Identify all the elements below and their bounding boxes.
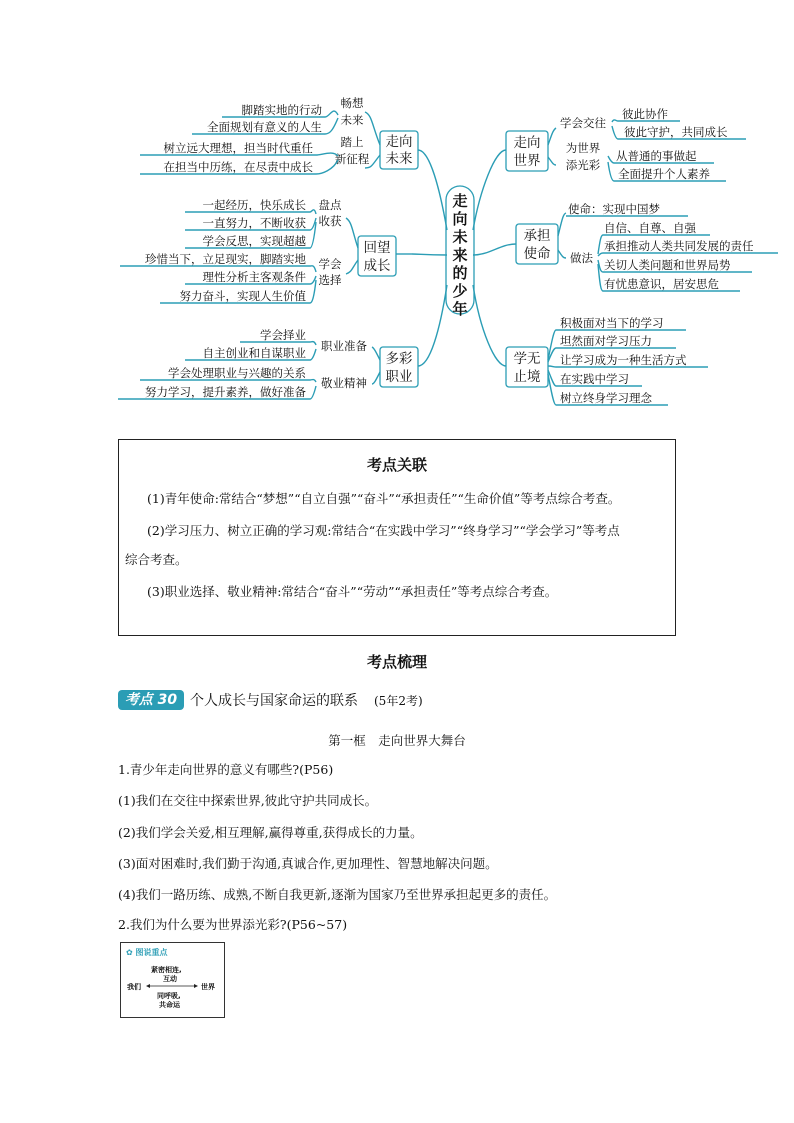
connector — [473, 285, 506, 366]
svg-text:有忧患意识，居安思危: 有忧患意识，居安思危 — [604, 277, 719, 291]
svg-text:未来: 未来 — [385, 151, 413, 167]
connector — [473, 244, 516, 255]
label-jingye: 敬业精神 — [321, 376, 367, 390]
answer-1: (1)我们在交往中探索世界,彼此守护共同成长。 — [118, 793, 378, 808]
svg-text:未来: 未来 — [340, 113, 364, 127]
label-tashang: 踏上 — [340, 135, 364, 149]
question-2: 2.我们为什么要为世界添光彩?(P56~57) — [118, 917, 348, 932]
svg-text:走向: 走向 — [385, 134, 413, 150]
double-arrow-icon — [145, 981, 199, 991]
figure-top: 紧密相连, — [151, 966, 182, 974]
svg-text:彼此守护，共同成长: 彼此守护，共同成长 — [624, 125, 728, 139]
box-title: 考点关联 — [366, 456, 427, 474]
svg-text:年: 年 — [452, 300, 468, 318]
svg-text:向: 向 — [452, 210, 468, 228]
figure-bottom-2: 共命运 — [159, 1001, 180, 1009]
svg-text:走: 走 — [452, 192, 468, 210]
svg-text:关切人类问题和世界局势: 关切人类问题和世界局势 — [604, 258, 731, 272]
mission-top: 使命：实现中国梦 — [568, 202, 660, 216]
kaodian-heading — [118, 689, 423, 711]
svg-text:坦然面对学习压力: 坦然面对学习压力 — [560, 334, 652, 348]
svg-text:积极面对当下的学习: 积极面对当下的学习 — [560, 316, 664, 330]
box-paragraph-1: (1)青年使命:常结合“梦想”“自立自强”“奋斗”“承担责任”“生命价值”等考点综合考查。 — [147, 491, 621, 506]
connector — [473, 150, 506, 230]
svg-text:职业: 职业 — [385, 369, 413, 385]
svg-text:回望: 回望 — [363, 240, 391, 256]
svg-text:从普通的事做起: 从普通的事做起 — [616, 149, 697, 163]
figure-bottom-1: 同呼吸, — [157, 992, 181, 1000]
figure-tushuo — [120, 942, 225, 1018]
svg-text:收获: 收获 — [318, 214, 342, 228]
label-zuofa: 做法 — [570, 251, 593, 265]
center-title — [452, 192, 467, 318]
mind-map — [0, 0, 794, 430]
svg-text:学会择业: 学会择业 — [260, 328, 306, 342]
svg-text:新征程: 新征程 — [334, 152, 370, 166]
svg-text:承担: 承担 — [523, 228, 551, 244]
svg-text:自主创业和自谋职业: 自主创业和自谋职业 — [202, 346, 306, 360]
svg-text:的: 的 — [452, 264, 468, 282]
svg-text:让学习成为一种生活方式: 让学习成为一种生活方式 — [560, 353, 687, 367]
box-paragraph-2: (2)学习压力、树立正确的学习观:常结合“在实践中学习”“终身学习”“学会学习”等考点 — [147, 523, 620, 538]
kaodian-badge: 考点 30 — [118, 690, 184, 710]
svg-text:一起经历，快乐成长: 一起经历，快乐成长 — [202, 198, 306, 212]
svg-text:彼此协作: 彼此协作 — [622, 107, 668, 121]
svg-text:走向: 走向 — [513, 135, 541, 151]
svg-text:树立终身学习理念: 树立终身学习理念 — [560, 391, 652, 405]
svg-text:努力奋斗，实现人生价值: 努力奋斗，实现人生价值 — [179, 289, 306, 303]
label-zhiye-zhunbei: 职业准备 — [321, 339, 367, 353]
svg-text:学会处理职业与兴趣的关系: 学会处理职业与兴趣的关系 — [168, 366, 306, 380]
connector — [418, 285, 447, 366]
answer-4: (4)我们一路历练、成熟,不断自我更新,逐渐为国家乃至世界承担起更多的责任。 — [118, 887, 557, 902]
figure-left: 我们 — [127, 983, 141, 991]
connector — [412, 254, 447, 255]
figure-mid: 互动 — [163, 975, 177, 983]
svg-text:使命: 使命 — [523, 246, 551, 262]
svg-text:未: 未 — [452, 228, 468, 246]
svg-text:在担当中历练，在尽责中成长: 在担当中历练，在尽责中成长 — [163, 160, 313, 174]
svg-text:添光彩: 添光彩 — [565, 158, 601, 172]
svg-text:来: 来 — [452, 246, 468, 264]
svg-text:全面提升个人素养: 全面提升个人素养 — [618, 167, 710, 181]
svg-text:选择: 选择 — [318, 273, 342, 287]
svg-text:自信、自尊、自强: 自信、自尊、自强 — [604, 221, 696, 235]
svg-text:在实践中学习: 在实践中学习 — [560, 372, 629, 386]
svg-text:学会反思，实现超越: 学会反思，实现超越 — [202, 234, 306, 248]
svg-text:成长: 成长 — [363, 258, 391, 274]
svg-text:多彩: 多彩 — [385, 351, 413, 367]
svg-text:学无: 学无 — [513, 351, 541, 367]
answer-3: (3)面对困难时,我们勤于沟通,真诚合作,更加理性、智慧地解决问题。 — [118, 856, 498, 871]
kaodian-frequency: (5年2考) — [374, 693, 423, 708]
label-tianguangcai: 为世界 — [565, 141, 601, 155]
label-xuanze: 学会 — [318, 257, 342, 271]
frame-title: 第一框 走向世界大舞台 — [328, 733, 466, 748]
figure-right: 世界 — [201, 983, 215, 991]
svg-text:止境: 止境 — [513, 369, 541, 385]
section-title: 考点梳理 — [366, 653, 427, 671]
svg-text:树立远大理想，担当时代重任: 树立远大理想，担当时代重任 — [163, 141, 313, 155]
connector — [418, 150, 447, 230]
svg-text:一直努力，不断收获: 一直努力，不断收获 — [202, 216, 306, 230]
svg-text:少: 少 — [452, 282, 468, 300]
box-paragraph-2-cont: 综合考查。 — [125, 552, 188, 567]
svg-text:承担推动人类共同发展的责任: 承担推动人类共同发展的责任 — [604, 239, 754, 253]
svg-text:世界: 世界 — [513, 153, 541, 169]
svg-text:理性分析主客观条件: 理性分析主客观条件 — [202, 270, 306, 284]
svg-text:全面规划有意义的人生: 全面规划有意义的人生 — [207, 120, 322, 134]
kaodian-topic: 个人成长与国家命运的联系 — [190, 693, 358, 709]
svg-text:努力学习，提升素养，做好准备: 努力学习，提升素养，做好准备 — [145, 385, 306, 399]
figure-header: ✿ 图说重点 — [126, 948, 168, 957]
box-paragraph-3: (3)职业选择、敬业精神:常结合“奋斗”“劳动”“承担责任”等考点综合考查。 — [147, 584, 558, 599]
label-pandian: 盘点 — [318, 198, 342, 212]
label-changxiang: 畅想 — [340, 96, 364, 110]
question-1: 1.青少年走向世界的意义有哪些?(P56) — [118, 762, 334, 777]
label-xuehui-jiaowang: 学会交往 — [560, 116, 606, 130]
svg-text:珍惜当下，立足现实，脚踏实地: 珍惜当下，立足现实，脚踏实地 — [145, 252, 306, 266]
kaodian-guanlian-box — [118, 439, 676, 636]
svg-text:脚踏实地的行动: 脚踏实地的行动 — [241, 103, 322, 117]
answer-2: (2)我们学会关爱,相互理解,赢得尊重,获得成长的力量。 — [118, 825, 423, 840]
